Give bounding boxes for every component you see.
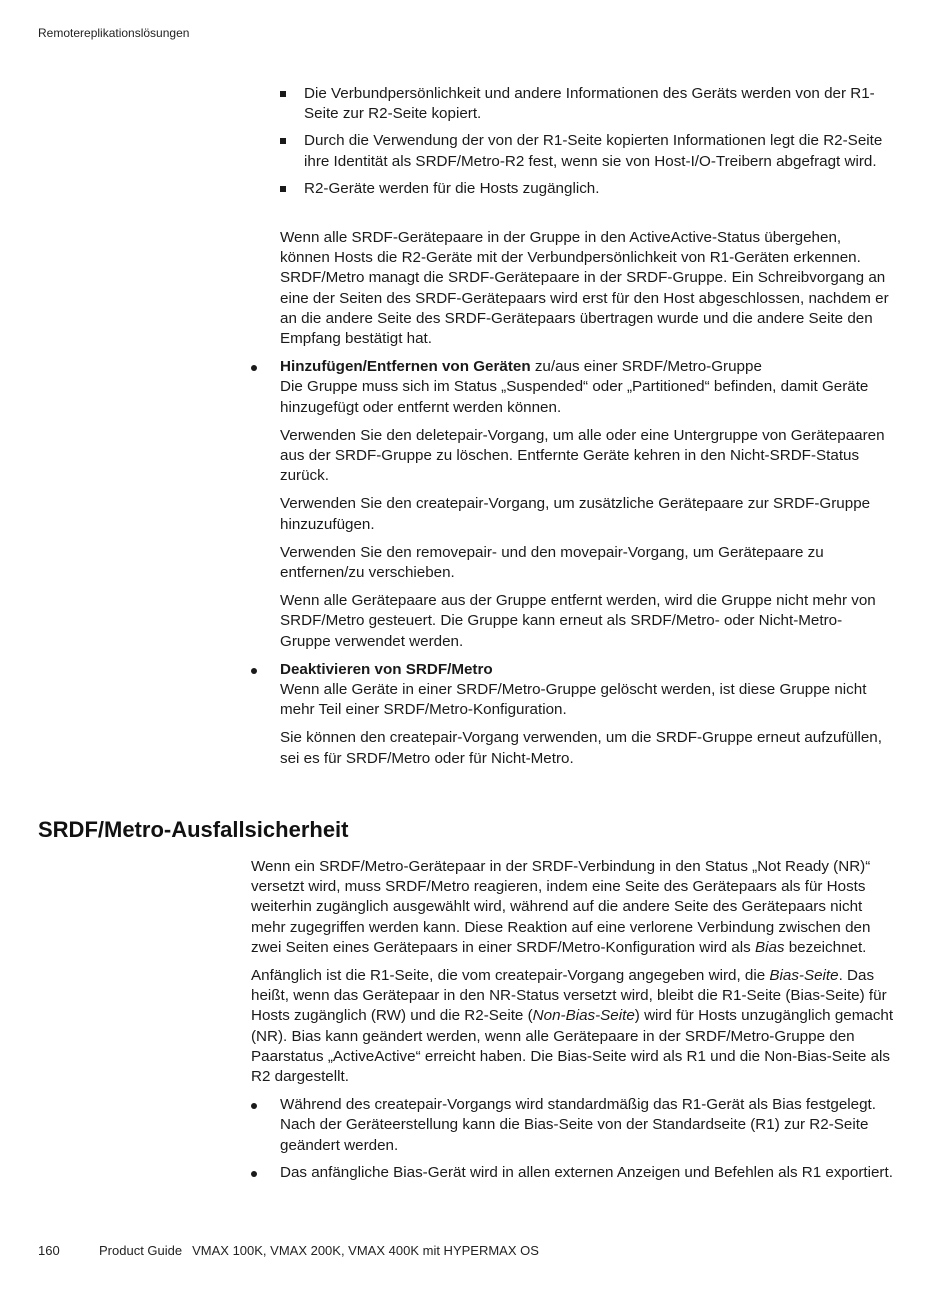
text-run: bezeichnet. xyxy=(784,938,867,956)
text-run: Wenn ein SRDF/Metro-Gerätepaar in der SRDF-Verbindung in den Status „Not Ready (NR)“ versetzt wird, muss SRDF/Metro reagieren, indem eine Seite des Gerätepaars als für Hosts weiterhin zugänglich ausgewählt wird, während auf die andere Seite des Gerätepaars nicht mehr zugegriffen werden kann. Diese Reaktion auf eine verlorene Verbindung zwischen den zwei Seiten eines Gerätepaars in einer SRDF/Metro-Konfiguration wird als xyxy=(251,858,871,956)
running-header: Remotereplikationslösungen xyxy=(38,26,190,40)
bias-side-term: Bias-Seite xyxy=(769,967,839,985)
text-run: . Das heißt, wenn das Gerätepaar in den NR-Status versetzt wird, bleibt die R1-Seite (Bias-Seite) für Hosts zugänglich (RW) und die R2-Seite ( xyxy=(251,967,887,1025)
bullet-dot-icon xyxy=(251,1103,257,1109)
text-run: ) wird für Hosts unzugänglich gemacht (NR). Bias kann geändert werden, wenn alle Gerätepaare in der SRDF/Metro-Gruppe den Paarstatus „ActiveActive“ erreicht haben. Die Bias-Seite wird als R1 und die Non-Bias-Seite als R2 dargestellt. xyxy=(251,1007,894,1086)
page-footer xyxy=(38,1243,539,1258)
add-remove-bullet xyxy=(251,357,891,652)
section-title: SRDF/Metro-Ausfallsicherheit xyxy=(38,817,349,842)
add-remove-title: Hinzufügen/Entfernen von Geräten xyxy=(280,358,531,376)
deactivate-paragraph: Sie können den createpair-Vorgang verwenden, um die SRDF-Gruppe erneut aufzufüllen, sei es für SRDF/Metro oder für Nicht-Metro. xyxy=(280,729,882,767)
main-body xyxy=(251,228,891,777)
bullet-dot-icon xyxy=(251,668,257,674)
list-item xyxy=(280,131,890,171)
list-item-text: R2-Geräte werden für die Hosts zugänglich. xyxy=(304,179,600,197)
list-item xyxy=(280,179,890,199)
bullet-dot-icon xyxy=(251,365,257,371)
page-number: 160 xyxy=(38,1243,60,1258)
add-remove-paragraph: Wenn alle Gerätepaare aus der Gruppe entfernt werden, wird die Gruppe nicht mehr von SRDF/Metro gesteuert. Die Gruppe kann erneut als SRDF/Metro- oder Nicht-Metro-Gruppe verwendet werden. xyxy=(280,592,876,650)
add-remove-paragraph: Verwenden Sie den removepair- und den movepair-Vorgang, um Gerätepaare zu entfernen/zu verschieben. xyxy=(280,543,824,582)
guide-label: Product Guide xyxy=(99,1243,183,1258)
add-remove-heading xyxy=(280,357,891,418)
text-run: Anfänglich ist die R1-Seite, die vom createpair-Vorgang angegeben wird, die xyxy=(251,967,770,985)
list-item-text: Durch die Verwendung der von der R1-Seite kopierten Informationen legt die R2-Seite ihre Identität als SRDF/Metro-R2 fest, wenn sie von Host-I/O-Treibern abgefragt wird. xyxy=(304,132,883,170)
add-remove-title-rest: zu/aus einer SRDF/Metro-Gruppe xyxy=(530,358,762,376)
non-bias-side-term: Non-Bias-Seite xyxy=(532,1007,635,1025)
list-item-text: Die Verbundpersönlichkeit und andere Informationen des Geräts werden von der R1-Seite zur R2-Seite kopiert. xyxy=(304,85,875,123)
bullet-dot-icon xyxy=(251,1171,257,1177)
list-item xyxy=(251,1163,896,1183)
bias-intro-paragraph xyxy=(251,857,896,958)
list-item xyxy=(251,1095,896,1156)
section-body xyxy=(251,857,896,1190)
square-bullet-icon xyxy=(280,138,286,144)
add-remove-line: Die Gruppe muss sich im Status „Suspended“ oder „Partitioned“ befinden, damit Geräte hinzugefügt oder entfernt werden können. xyxy=(280,378,869,416)
deactivate-bullet xyxy=(251,660,891,769)
add-remove-paragraph: Verwenden Sie den createpair-Vorgang, um zusätzliche Gerätepaare zur SRDF-Gruppe hinzuzufügen. xyxy=(280,495,871,533)
add-remove-paragraph: Verwenden Sie den deletepair-Vorgang, um alle oder eine Untergruppe von Gerätepaaren aus der SRDF-Gruppe zu löschen. Entfernte Geräte kehren in den Nicht-SRDF-Status zurück. xyxy=(280,426,885,485)
list-item-text: Das anfängliche Bias-Gerät wird in allen externen Anzeigen und Befehlen als R1 exportiert. xyxy=(280,1163,893,1181)
bias-term: Bias xyxy=(754,938,785,956)
activeactive-paragraph: Wenn alle SRDF-Gerätepaare in der Gruppe in den ActiveActive-Status übergehen, können Hosts die R2-Geräte mit der Verbundpersönlichkeit von R1-Geräten erkennen. SRDF/Metro managt die SRDF-Gerätepaare in der SRDF-Gruppe. Ein Schreibvorgang an eine der Seiten des SRDF-Gerätepaars wird erst für den Host abgeschlossen, nachdem er an die andere Seite des SRDF-Gerätepaars übertragen wurde und die andere Seite den Empfang bestätigt hat. xyxy=(280,229,889,348)
bias-side-paragraph xyxy=(251,966,896,1087)
list-item-text: Während des createpair-Vorgangs wird standardmäßig das R1-Gerät als Bias festgelegt. Nach der Geräteerstellung kann die Bias-Seite von der Standardseite (R1) zur R2-Seite geändert werden. xyxy=(280,1096,876,1154)
product-name: VMAX 100K, VMAX 200K, VMAX 400K mit HYPERMAX OS xyxy=(192,1243,539,1258)
square-bullet-icon xyxy=(280,186,286,192)
list-item xyxy=(280,84,890,124)
deactivate-line: Wenn alle Geräte in einer SRDF/Metro-Gruppe gelöscht werden, ist diese Gruppe nicht mehr Teil einer SRDF/Metro-Konfiguration. xyxy=(280,681,867,719)
deactivate-heading xyxy=(280,660,891,721)
sub-item-list xyxy=(280,84,890,206)
deactivate-title: Deaktivieren von SRDF/Metro xyxy=(280,660,493,678)
square-bullet-icon xyxy=(280,91,286,97)
